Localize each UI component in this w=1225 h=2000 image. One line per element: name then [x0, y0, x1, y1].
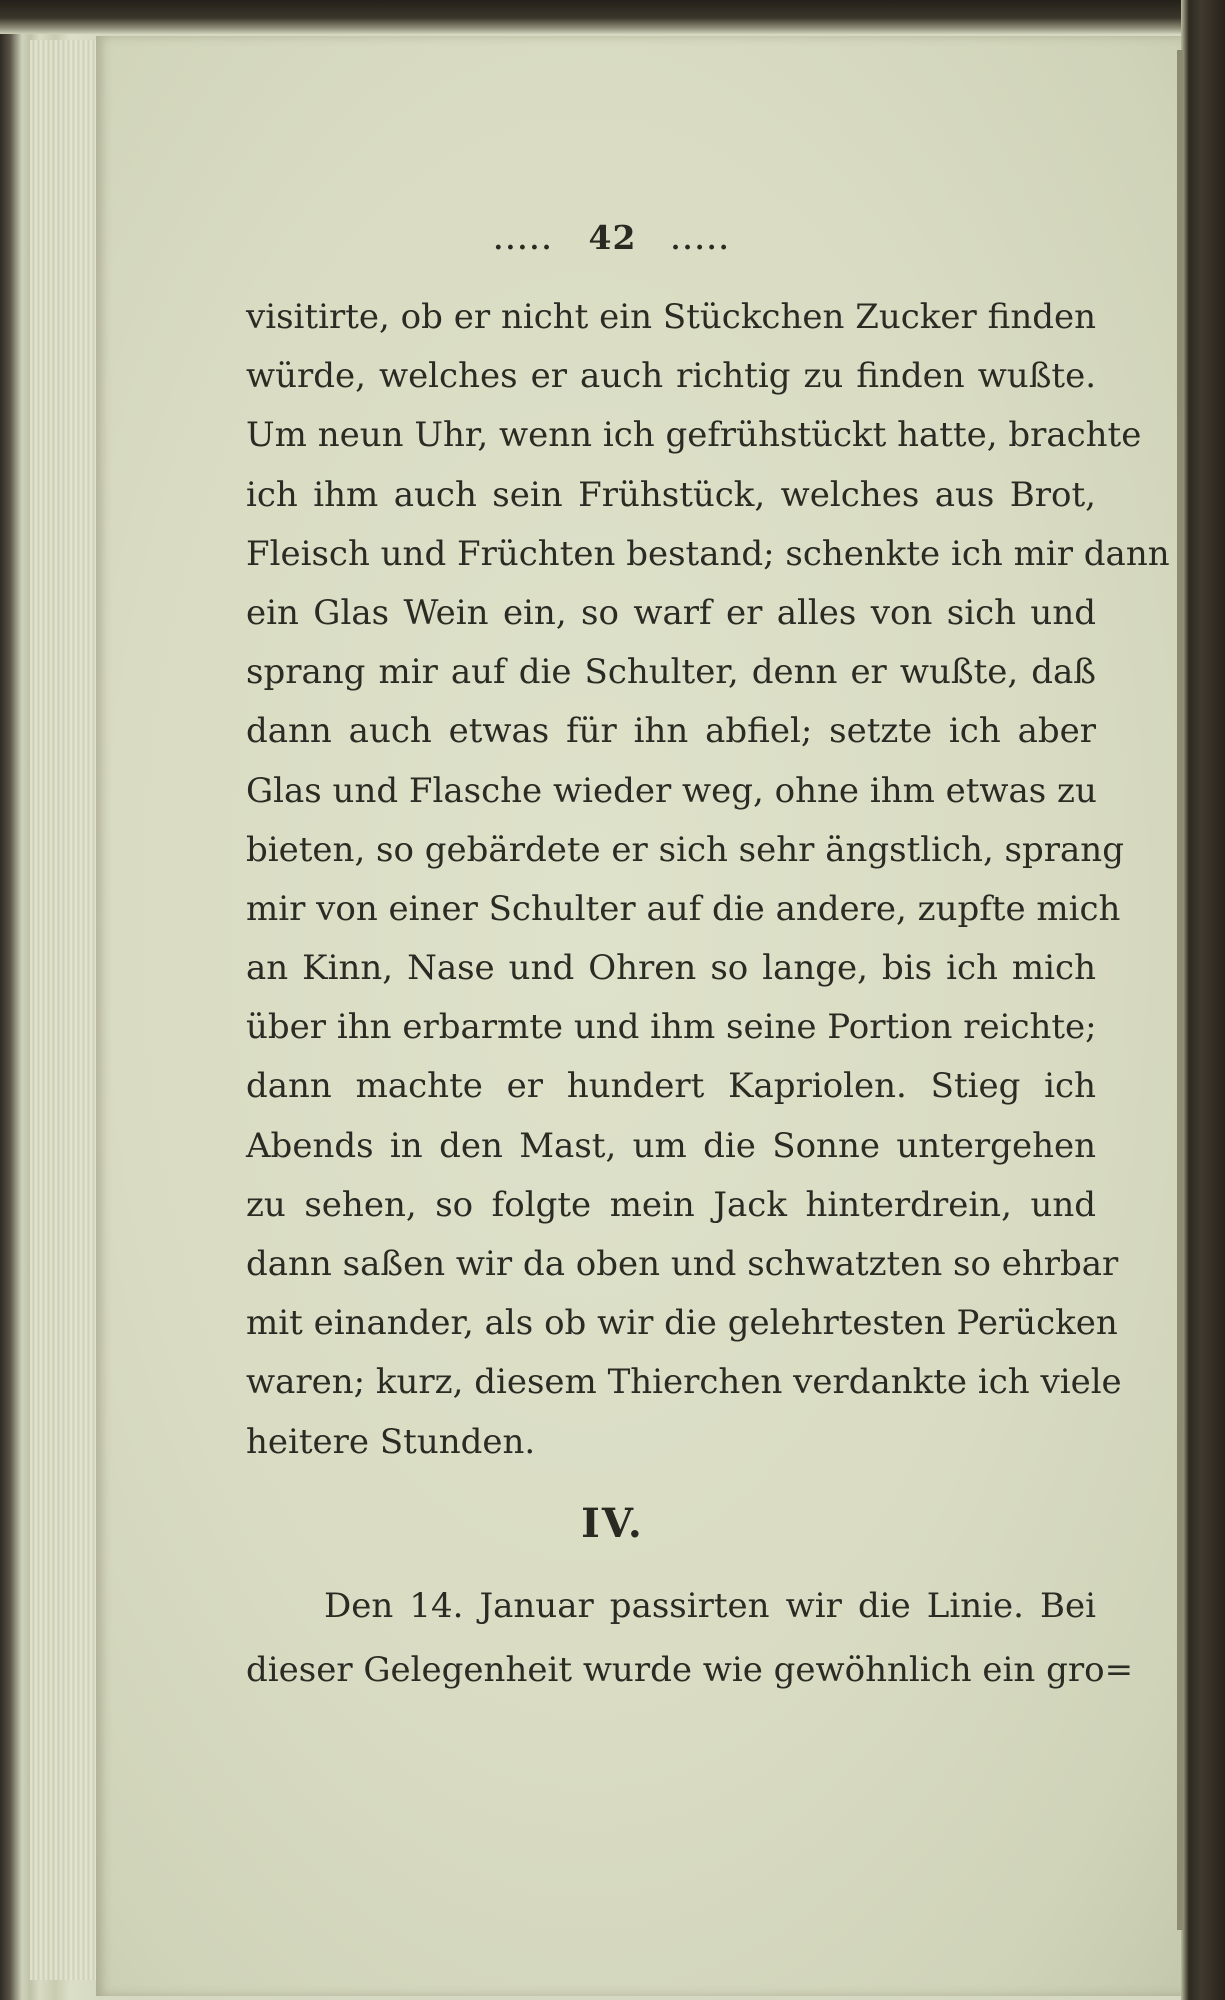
- text-line: Den 14. Januar passirten wir die Linie. Bei: [324, 1586, 1096, 1626]
- paragraph-1: [246, 288, 1170, 1472]
- text-line: bieten, so gebärdete er sich sehr ängstlich, sprang: [246, 829, 1124, 870]
- text-line: würde, welches er auch richtig zu finden wußte.: [246, 356, 1096, 397]
- text-line: mit einander, als ob wir die gelehrtesten Perücken: [246, 1303, 1118, 1344]
- text-line: mir von einer Schulter auf die andere, zupfte mich: [246, 888, 1121, 929]
- text-line: waren; kurz, diesem Thierchen verdankte ich viele: [246, 1362, 1122, 1403]
- text-line: dann machte er hundert Kapriolen. Stieg ich: [246, 1066, 1096, 1107]
- text-line: zu sehen, so folgte mein Jack hinterdrein, und: [246, 1184, 1096, 1225]
- page-number: 42: [588, 218, 637, 257]
- header-dots-right: .....: [670, 226, 732, 256]
- chapter-heading: IV.: [581, 1500, 644, 1547]
- text-line: Um neun Uhr, wenn ich gefrühstückt hatte, brachte: [246, 415, 1142, 456]
- text-line: Abends in den Mast, um die Sonne untergehen: [246, 1125, 1096, 1166]
- book-top-edge: [0, 0, 1225, 34]
- page-header: [0, 218, 1225, 257]
- text-line: über ihn erbarmte und ihm seine Portion reichte;: [246, 1007, 1097, 1048]
- text-line: ein Glas Wein ein, so warf er alles von sich und: [246, 592, 1096, 633]
- text-line: dann auch etwas für ihn abfiel; setzte ich aber: [246, 711, 1096, 752]
- page-stack-edges: [30, 40, 100, 1980]
- text-line: Fleisch und Früchten bestand; schenkte ich mir dann: [246, 533, 1170, 574]
- text-line: dieser Gelegenheit wurde wie gewöhnlich ein gro=: [246, 1650, 1134, 1690]
- text-line: heitere Stunden.: [246, 1421, 536, 1462]
- text-line: dann saßen wir da oben und schwatzten so ehrbar: [246, 1244, 1119, 1284]
- text-line: sprang mir auf die Schulter, denn er wußte, daß: [246, 652, 1096, 693]
- book-cover-edge: [1181, 0, 1225, 2000]
- text-line: visitirte, ob er nicht ein Stückchen Zucker finden: [246, 297, 1096, 337]
- text-line: ich ihm auch sein Frühstück, welches aus Brot,: [246, 474, 1096, 515]
- paragraph-2: [246, 1574, 1134, 1702]
- header-dots-left: .....: [493, 226, 555, 256]
- text-line: Glas und Flasche wieder weg, ohne ihm etwas zu: [246, 770, 1097, 811]
- text-line: an Kinn, Nase und Ohren so lange, bis ich mich: [246, 948, 1096, 989]
